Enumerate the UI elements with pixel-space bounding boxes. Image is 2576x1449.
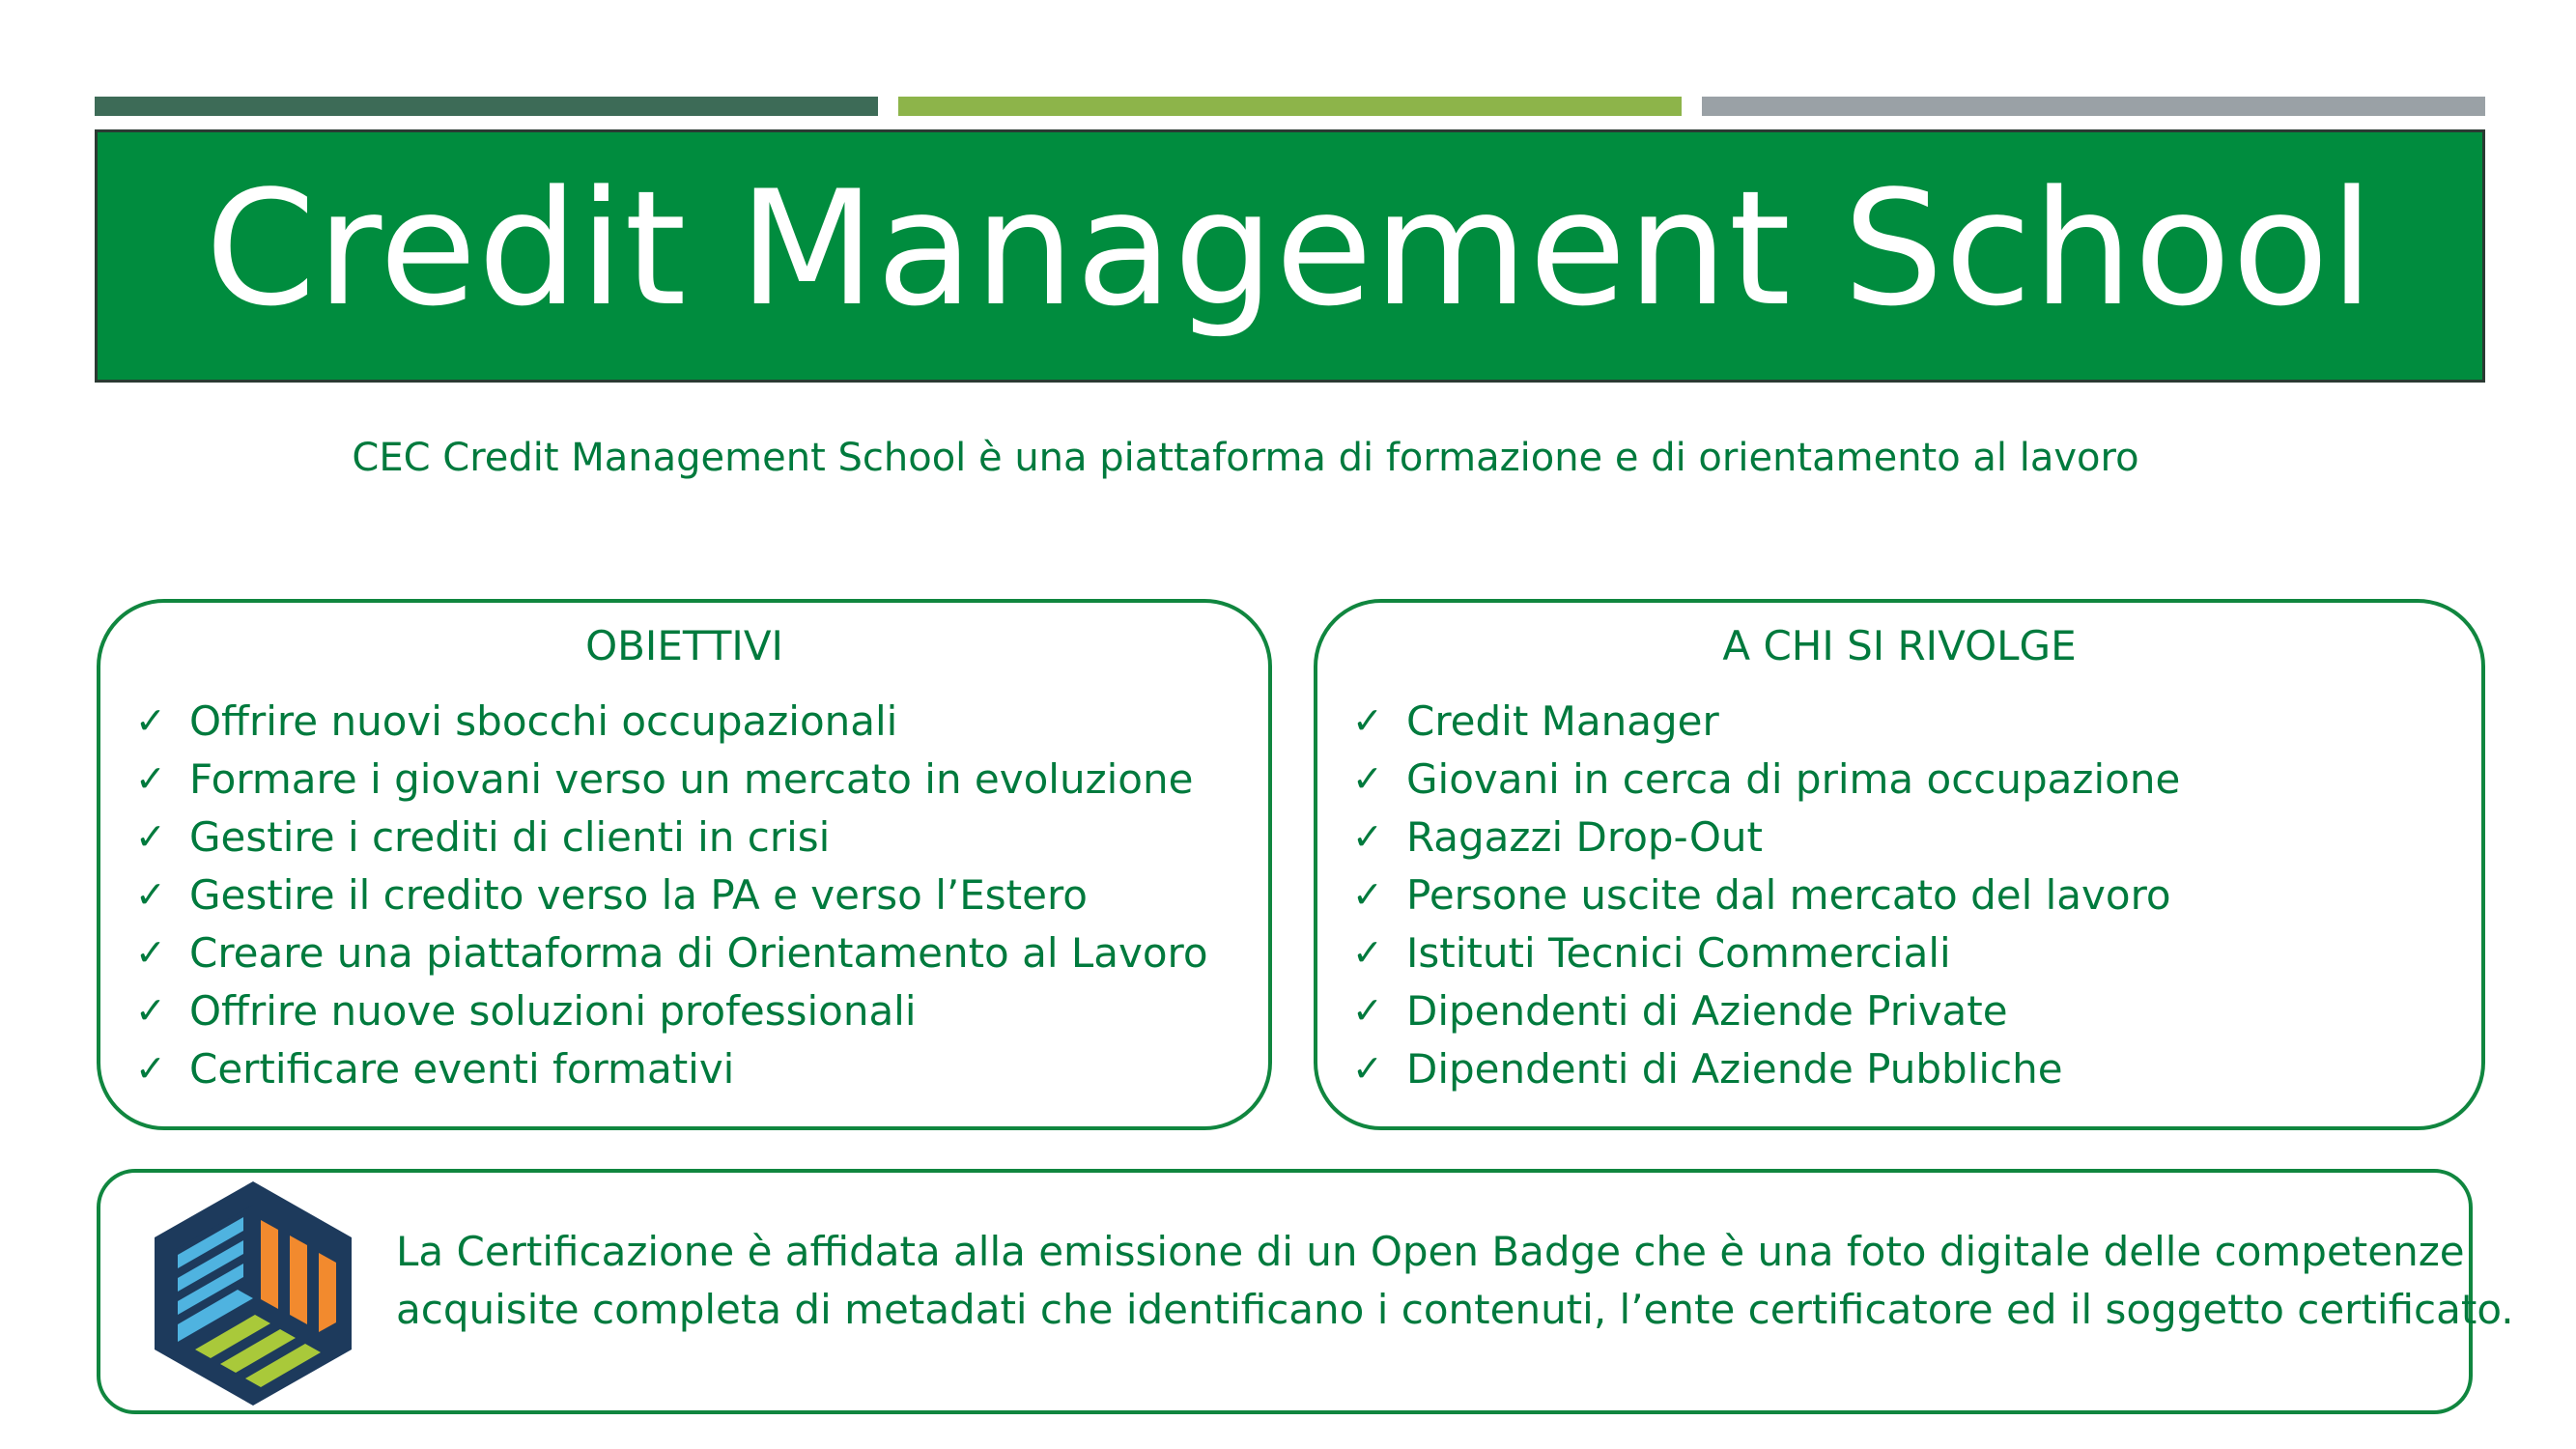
check-icon: ✓ — [1352, 757, 1383, 800]
check-icon: ✓ — [1352, 699, 1383, 742]
check-icon: ✓ — [135, 1047, 166, 1090]
check-icon: ✓ — [135, 931, 166, 974]
list-item-label: Certificare eventi formativi — [189, 1044, 735, 1093]
list-item — [135, 866, 1208, 923]
certificazione-card — [97, 1169, 2514, 1414]
list-item-label: Credit Manager — [1406, 696, 1719, 745]
list-item-label: Formare i giovani verso un mercato in evoluzione — [189, 754, 1194, 803]
top-bar-light-green — [898, 97, 1682, 116]
list-item-label: Dipendenti di Aziende Pubbliche — [1406, 1044, 2063, 1093]
list-item — [135, 692, 1208, 750]
list-item-label: Gestire i crediti di clienti in crisi — [189, 812, 831, 861]
page-title: Credit Management School — [205, 156, 2375, 341]
subtitle — [0, 436, 2576, 480]
check-icon: ✓ — [135, 815, 166, 858]
subtitle-text: CEC Credit Management School è una piattaforma di formazione e di orientamento al lavoro — [352, 436, 2139, 480]
list-item-label: Ragazzi Drop-Out — [1406, 812, 1764, 861]
check-icon: ✓ — [1352, 1047, 1383, 1090]
rivolge-list — [1352, 692, 2180, 1097]
certificazione-line-1: La Certificazione è affidata alla emissione di un Open Badge che è una foto digitale delle competenze — [396, 1228, 2465, 1275]
list-item-label: Istituti Tecnici Commerciali — [1406, 928, 1951, 977]
check-icon: ✓ — [135, 873, 166, 916]
obiettivi-heading: OBIETTIVI — [585, 622, 783, 669]
open-badge-icon — [137, 1178, 369, 1409]
top-bar-dark-green — [95, 97, 878, 116]
check-icon: ✓ — [1352, 931, 1383, 974]
top-bar-grey — [1702, 97, 2485, 116]
title-banner — [95, 129, 2485, 383]
list-item-label: Offrire nuovi sbocchi occupazionali — [189, 696, 898, 745]
check-icon: ✓ — [1352, 873, 1383, 916]
list-item — [135, 923, 1208, 981]
list-item-label: Creare una piattaforma di Orientamento al Lavoro — [189, 928, 1208, 977]
list-item-label: Persone uscite dal mercato del lavoro — [1406, 870, 2171, 919]
list-item-label: Offrire nuove soluzioni professionali — [189, 986, 917, 1035]
rivolge-card — [1314, 599, 2485, 1130]
list-item — [1352, 750, 2180, 808]
list-item — [1352, 692, 2180, 750]
list-item — [135, 750, 1208, 808]
certificazione-line-2: acquisite completa di metadati che identificano i contenuti, l’ente certificatore ed il soggetto certificato. — [396, 1286, 2514, 1333]
list-item — [1352, 1039, 2180, 1097]
check-icon: ✓ — [135, 699, 166, 742]
list-item-label: Gestire il credito verso la PA e verso l’Estero — [189, 870, 1088, 919]
check-icon: ✓ — [1352, 989, 1383, 1032]
list-item — [1352, 866, 2180, 923]
obiettivi-card — [97, 599, 1272, 1130]
list-item — [135, 808, 1208, 866]
check-icon: ✓ — [135, 989, 166, 1032]
list-item — [135, 981, 1208, 1039]
list-item — [1352, 808, 2180, 866]
list-item — [1352, 981, 2180, 1039]
list-item — [135, 1039, 1208, 1097]
list-item — [1352, 923, 2180, 981]
list-item-label: Dipendenti di Aziende Private — [1406, 986, 2008, 1035]
obiettivi-list — [135, 692, 1208, 1097]
check-icon: ✓ — [1352, 815, 1383, 858]
certificazione-text — [396, 1223, 2514, 1339]
check-icon: ✓ — [135, 757, 166, 800]
list-item-label: Giovani in cerca di prima occupazione — [1406, 754, 2181, 803]
rivolge-heading: A CHI SI RIVOLGE — [1722, 622, 2077, 669]
